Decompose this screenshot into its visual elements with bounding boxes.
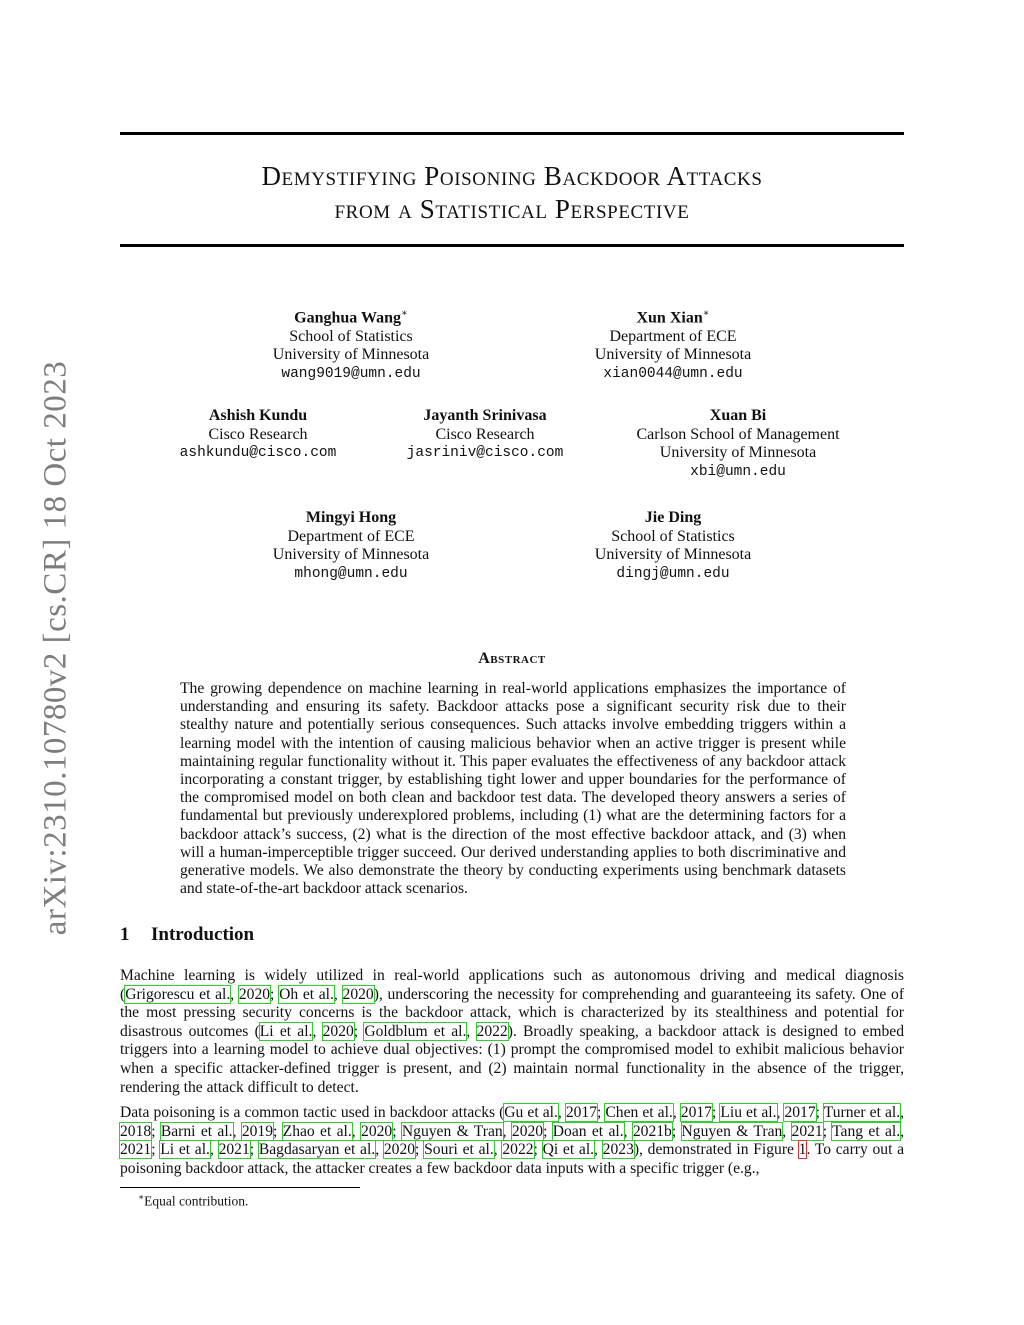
author-affiliation: University of Minnesota xyxy=(594,346,752,364)
author-affiliation: Department of ECE xyxy=(287,527,415,545)
author-affiliation: School of Statistics xyxy=(611,527,735,545)
equal-contribution-mark: ∗ xyxy=(702,308,710,319)
author-affiliation: Cisco Research xyxy=(435,425,535,443)
citation-year-link[interactable]: 2017 xyxy=(680,1104,712,1121)
author-xun-xian xyxy=(595,305,751,383)
author-affiliation: School of Statistics xyxy=(289,327,413,345)
paragraph-text: . To carry out a poisoning backdoor attack, the attacker creates a few backdoor data inputs with a specific trigger (e.g., xyxy=(120,1141,905,1177)
title-rule-bottom xyxy=(120,244,904,247)
paragraph-text: ), underscoring the necessity for comprehending and guaranteeing its safety. One of the most pressing security concerns is the backdoor attack, which is characterized by its stealthiness and potential for disastrous outcomes ( xyxy=(120,985,905,1040)
citation-link[interactable]: Li et al. xyxy=(259,1022,313,1040)
citation-year-link[interactable]: 2021 xyxy=(791,1122,823,1140)
author-email[interactable]: mhong@umn.edu xyxy=(294,565,408,582)
citation-link[interactable]: Doan et al. xyxy=(552,1122,624,1140)
author-affiliation: University of Minnesota xyxy=(272,346,430,364)
author-name: Jie Ding xyxy=(644,509,702,526)
citation-year-link[interactable]: 2022 xyxy=(502,1141,534,1159)
author-email[interactable]: wang9019@umn.edu xyxy=(281,365,421,382)
author-affiliation: University of Minnesota xyxy=(272,546,430,563)
title-rule-top xyxy=(120,132,904,135)
abstract-heading: Abstract xyxy=(478,650,546,667)
citation-link[interactable]: Li et al. xyxy=(160,1141,210,1159)
citation-year-link[interactable]: 2021b xyxy=(632,1122,672,1140)
equal-contribution-mark: ∗ xyxy=(401,308,408,319)
citation-link[interactable]: Qi et al. xyxy=(542,1141,595,1159)
section-number: 1 xyxy=(120,924,130,945)
author-ganghua-wang xyxy=(273,305,429,383)
intro-paragraph-1: Machine learning is widely utilized in real-world applications such as autonomous driving and medical diagnosis (Grigorescu et al., 2020; Oh et al., 2020), underscoring the necessity for comprehending and guaranteeing its safety. One of the most pressing security concerns is the backdoor attack, which is characterized by its stealthiness and potential for disastrous outcomes (Li et al., 2020; Goldblum et al., 2022). Broadly speaking, a backdoor attack is designed to embed triggers into a learning model to achieve dual objectives: (1) prompt the compromised model to exhibit malicious behavior when a specific attacker-defined trigger is present, and (2) maintain normal functionality in the absence of the trigger, rendering the attack difficult to detect. xyxy=(120,967,905,1096)
citation-link[interactable]: Bagdasaryan et al. xyxy=(258,1141,376,1159)
author-affiliation: Cisco Research xyxy=(208,425,308,443)
author-email[interactable]: xian0044@umn.edu xyxy=(603,365,743,382)
citation-year-link[interactable]: 2021 xyxy=(120,1141,152,1159)
citation-year-link[interactable]: 2020 xyxy=(361,1122,393,1140)
citation-link[interactable]: Chen et al. xyxy=(605,1104,673,1121)
citation-link[interactable]: Oh et al. xyxy=(279,985,334,1003)
paragraph-text: Machine learning is widely utilized in real-world applications such as autonomous driving and medical diagnosis ( xyxy=(120,967,904,1003)
author-jayanth-srinivasa xyxy=(407,407,564,463)
citation-year-link[interactable]: 2020 xyxy=(383,1141,416,1159)
citation-year-link[interactable]: 2020 xyxy=(238,985,271,1003)
section-heading-introduction xyxy=(120,924,254,946)
author-name: Ashish Kundu xyxy=(208,407,308,424)
section-title: Introduction xyxy=(151,924,255,945)
author-ashish-kundu xyxy=(180,407,337,463)
citation-list: Gu et al., 2017; Chen et al., 2017; Liu et al., 2017; Turner et al., 2018; Barni et al., 2019; Zhao et al., 2020; Nguyen & Tran, 2020; Doan et al., 2021b; Nguyen & Tran, 2021; Tang et al., 2021; Li et al., 2021; Bagdasaryan et al., 2020; Souri et al., 2022; Qi et al., 2023 xyxy=(120,1104,905,1159)
footnote-text: Equal contribution. xyxy=(144,1193,249,1209)
author-name: Ganghua Wang xyxy=(294,309,402,327)
author-xuan-bi xyxy=(636,407,839,481)
paragraph-text: ), demonstrated in Figure xyxy=(633,1141,799,1159)
author-name: Xuan Bi xyxy=(709,407,767,424)
citation-link[interactable]: Nguyen & Tran xyxy=(401,1122,503,1140)
citation-link[interactable]: Gu et al. xyxy=(504,1104,558,1121)
author-affiliation: Department of ECE xyxy=(609,327,737,345)
paper-title xyxy=(120,160,904,226)
author-email[interactable]: jasriniv@cisco.com xyxy=(406,445,564,461)
citation-year-link[interactable]: 2017 xyxy=(565,1104,597,1121)
citation-year-link[interactable]: 2020 xyxy=(342,985,374,1003)
citation-link[interactable]: Souri et al. xyxy=(424,1141,494,1159)
citation-link[interactable]: Barni et al. xyxy=(160,1122,233,1140)
footnote xyxy=(138,1192,248,1210)
title-line-2: from a Statistical Perspective xyxy=(334,194,690,224)
footnote-mark: ∗ xyxy=(138,1192,145,1202)
citation-link[interactable]: Goldblum et al. xyxy=(364,1022,467,1040)
citation-link[interactable]: Liu et al. xyxy=(720,1104,777,1121)
author-mingyi-hong xyxy=(273,509,429,583)
citation-link[interactable]: Nguyen & Tran xyxy=(681,1122,783,1140)
citation-year-link[interactable]: 2021 xyxy=(218,1141,250,1159)
citation-link[interactable]: Zhao et al. xyxy=(282,1122,352,1140)
author-name: Jayanth Srinivasa xyxy=(423,407,547,424)
citation-year-link[interactable]: 2017 xyxy=(784,1104,816,1121)
citation-year-link[interactable]: 2023 xyxy=(602,1141,634,1159)
author-email[interactable]: ashkundu@cisco.com xyxy=(179,445,337,461)
citation-link[interactable]: Turner et al. xyxy=(823,1104,901,1121)
paragraph-text: ). Broadly speaking, a backdoor attack is designed to embed triggers into a learning model to achieve dual objectives: (1) prompt the compromised model to exhibit malicious behavior when a specific attacker-defined trigger is present, and (2) maintain normal functionality in the absence of the trigger, rendering the attack difficult to detect. xyxy=(120,1022,905,1096)
author-email[interactable]: dingj@umn.edu xyxy=(616,565,730,582)
citation-link[interactable]: Grigorescu et al. xyxy=(125,985,231,1003)
footnote-rule xyxy=(120,1187,360,1188)
title-line-1: Demystifying Poisoning Backdoor Attacks xyxy=(261,161,763,191)
author-email[interactable]: xbi@umn.edu xyxy=(690,463,786,480)
citation-year-link[interactable]: 2022 xyxy=(476,1022,508,1040)
citation-link[interactable]: Tang et al. xyxy=(832,1122,901,1140)
paragraph-text: Data poisoning is a common tactic used in backdoor attacks ( xyxy=(120,1104,505,1121)
citation-year-link[interactable]: 2020 xyxy=(322,1022,354,1040)
citation-year-link[interactable]: 2020 xyxy=(511,1122,544,1140)
intro-paragraph-2 xyxy=(120,1104,904,1178)
figure-reference-link[interactable]: 1 xyxy=(798,1141,807,1159)
author-jie-ding xyxy=(595,509,751,583)
author-affiliation: Carlson School of Management xyxy=(636,425,840,443)
author-affiliation: University of Minnesota xyxy=(659,444,817,461)
author-name: Mingyi Hong xyxy=(305,509,397,526)
arxiv-identifier: arXiv:2310.10780v2 [cs.CR] 18 Oct 2023 xyxy=(37,360,74,936)
abstract-text: The growing dependence on machine learning in real-world applications emphasizes the importance of understanding and ensuring its safety. Backdoor attacks pose a significant security risk due to their stealthy nature and potentially serious consequences. Such attacks involve embedding triggers within a learning model with the intention of causing malicious behavior when an active trigger is present while maintaining regular functionality without it. This paper evaluates the effectiveness of any backdoor attack incorporating a constant trigger, by establishing tight lower and upper boundaries for the performance of the compromised model on both clean and backdoor test data. The developed theory answers a series of fundamental but previously underexplored problems, including (1) what are the determining factors for a backdoor attack’s success, (2) what is the direction of the most effective backdoor attack, and (3) when will a human-imperceptible trigger succeed. Our derived understanding applies to both discriminative and generative models. We also demonstrate the theory by conducting experiments using benchmark datasets and state-of-the-art backdoor attack scenarios. xyxy=(180,680,846,898)
citation-year-link[interactable]: 2018 xyxy=(120,1122,152,1140)
author-name: Xun Xian xyxy=(636,309,703,327)
author-affiliation: University of Minnesota xyxy=(594,546,752,563)
citation-year-link[interactable]: 2019 xyxy=(241,1122,273,1140)
